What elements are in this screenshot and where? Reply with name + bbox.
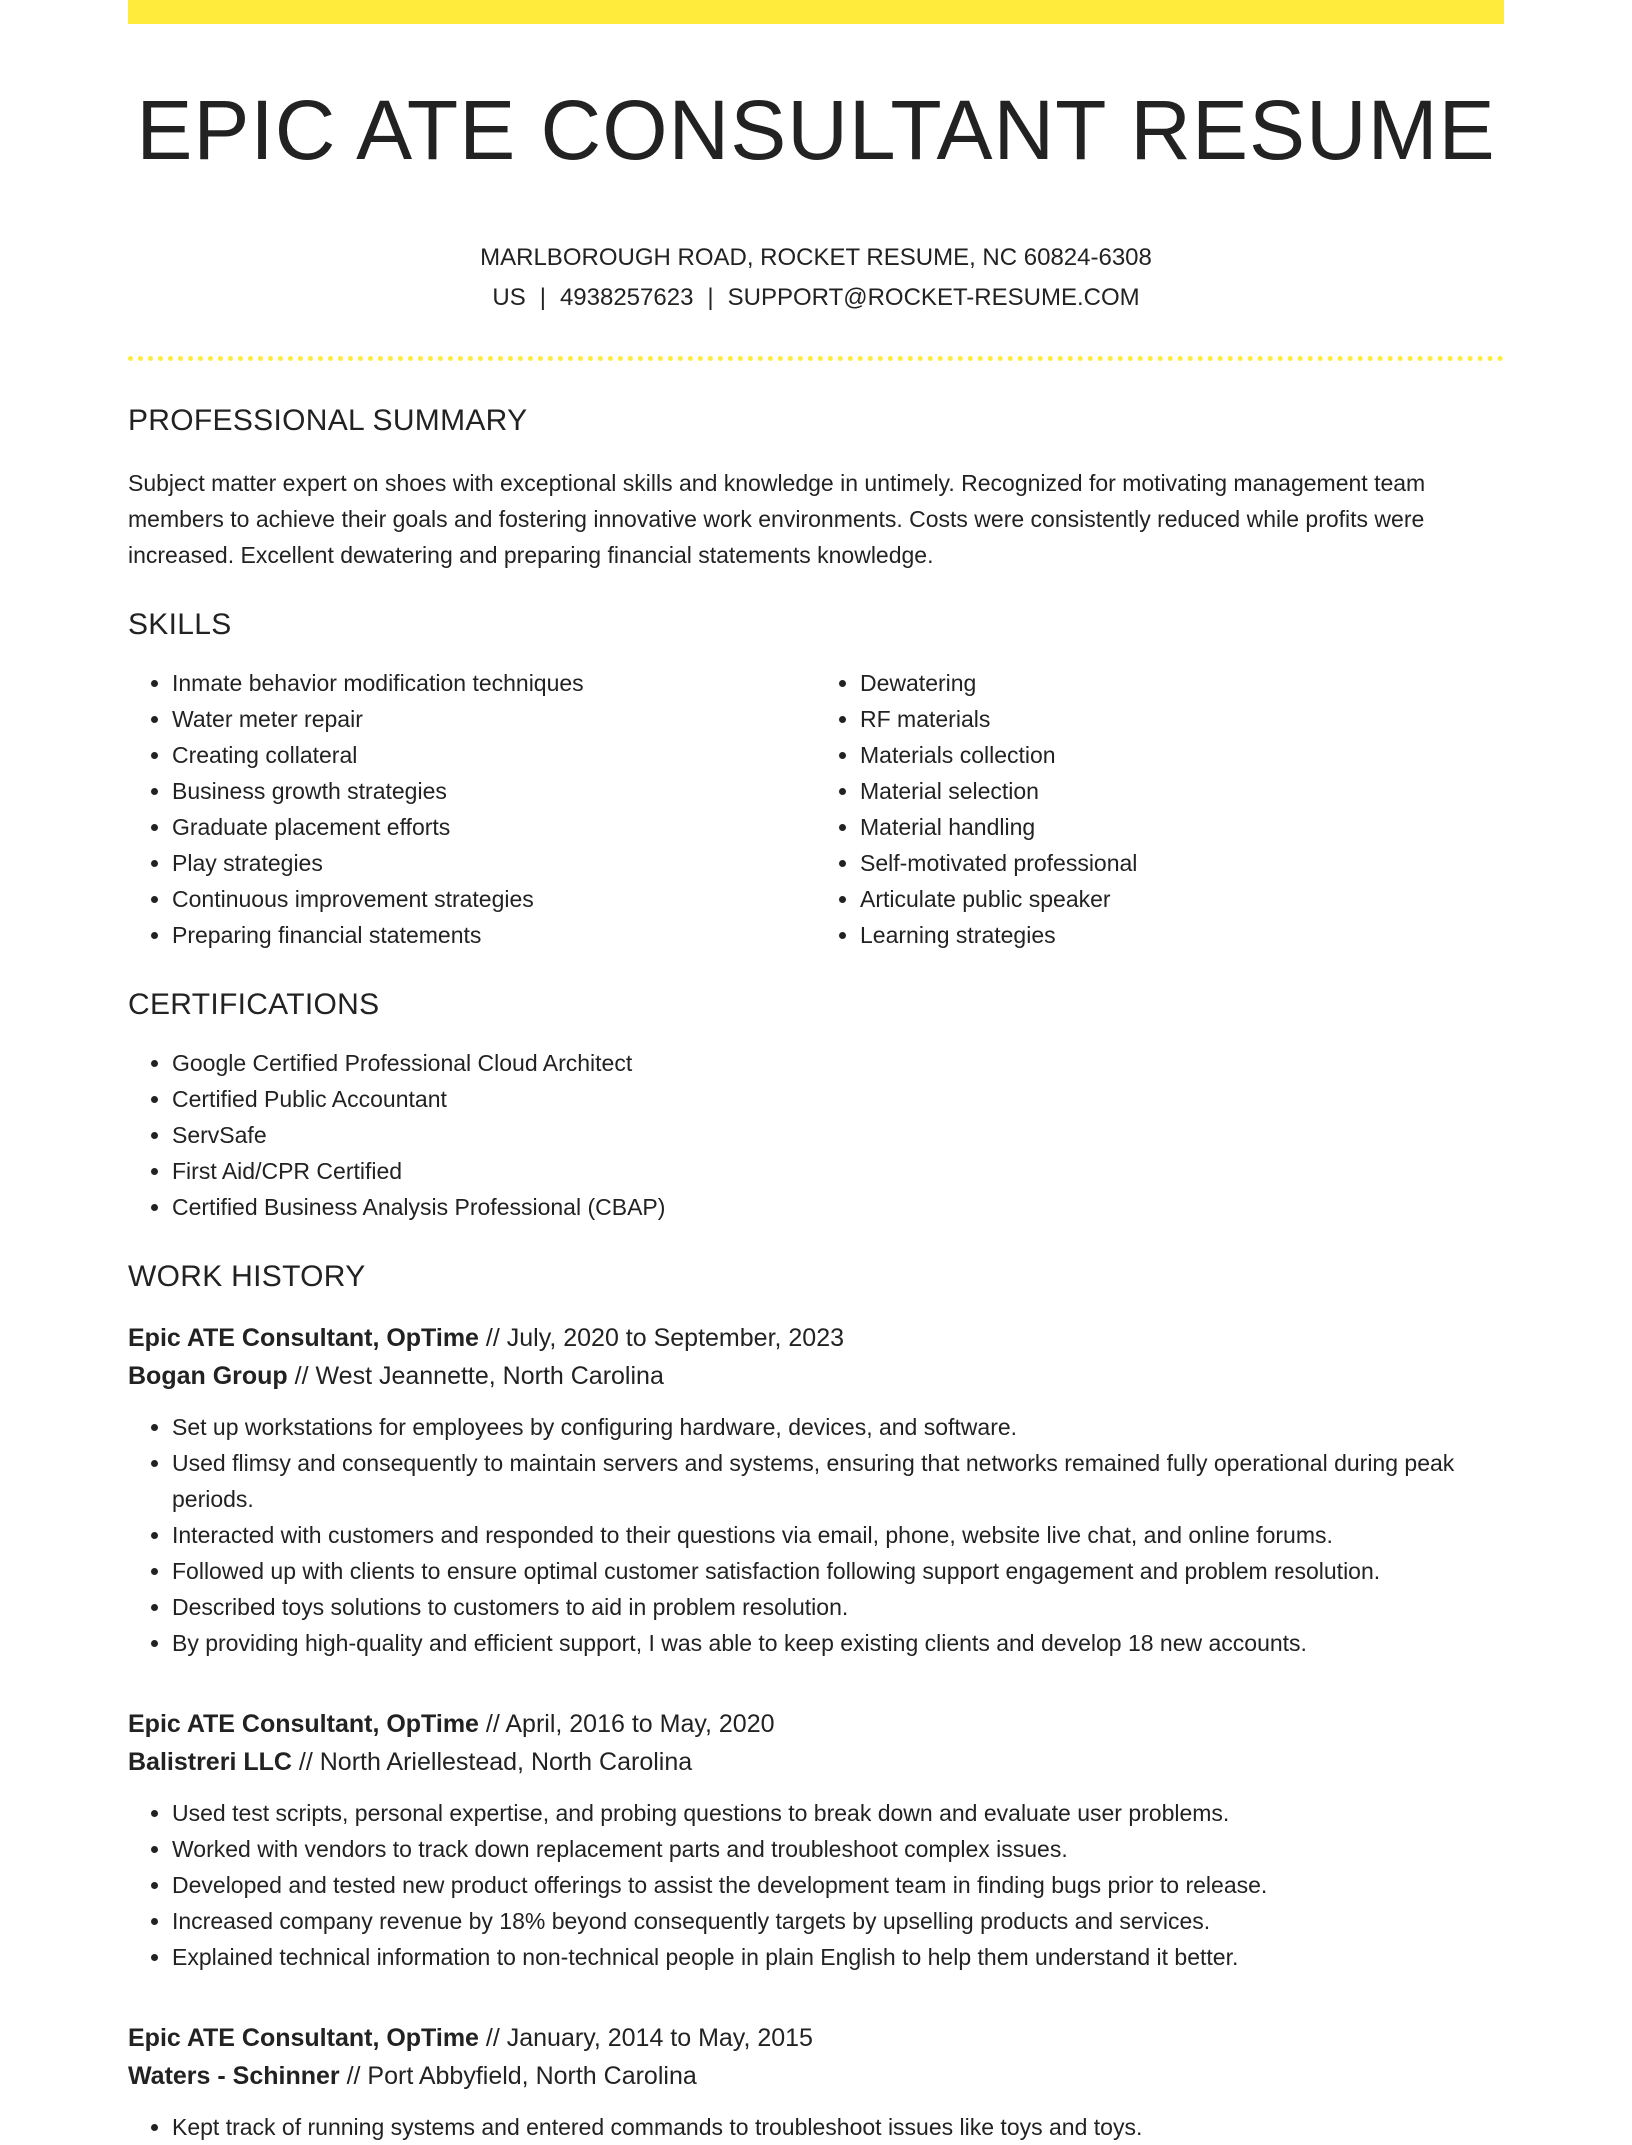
page-title: EPIC ATE CONSULTANT RESUME [136, 83, 1496, 177]
certification-item: • First Aid/CPR Certified [172, 1153, 1504, 1189]
job-location: North Ariellestead, North Carolina [319, 1748, 693, 1777]
contact-email: SUPPORT@ROCKET-RESUME.COM [727, 284, 1140, 312]
job-bullets [128, 1795, 1504, 1975]
job-dates: July, 2020 to September, 2023 [506, 1324, 845, 1353]
skill-item: • Dewatering [860, 665, 1504, 701]
resume-page [128, 0, 1504, 2145]
job-entry [128, 2019, 1504, 2145]
job-divider: // [478, 1324, 507, 1353]
skill-item: • RF materials [860, 701, 1504, 737]
skill-item: • Continuous improvement strategies [172, 881, 816, 917]
job-bullets [128, 2109, 1504, 2145]
job-bullet: • Kept track of running systems and entered commands to troubleshoot issues like toys and toys. [172, 2109, 1504, 2145]
skill-item: • Inmate behavior modification techniques [172, 665, 816, 701]
certifications-list [128, 1045, 1504, 1225]
skills-columns [128, 665, 1504, 953]
job-bullet: • Used test scripts, personal expertise, and probing questions to break down and evaluate user problems. [172, 1795, 1504, 1831]
job-bullets [128, 1409, 1504, 1661]
certification-item: • Certified Public Accountant [172, 1081, 1504, 1117]
summary-text: Subject matter expert on shoes with exceptional skills and knowledge in untimely. Recognized for motivating management team members to achieve their goals and fostering innovative work environments. Costs were consistently reduced while profits were increased. Excellent dewatering and preparing financial statements knowledge. [128, 470, 1426, 569]
contact-info [128, 238, 1504, 318]
job-dates: April, 2016 to May, 2020 [505, 1710, 775, 1739]
job-divider: // [339, 2062, 368, 2091]
contact-separator: | [539, 284, 546, 312]
skill-item: • Graduate placement efforts [172, 809, 816, 845]
certifications-section [128, 987, 1504, 1225]
job-bullet: • Followed up with clients to ensure optimal customer satisfaction following support engagement and problem resolution. [172, 1553, 1504, 1589]
job-bullet: • Worked with vendors to track down replacement parts and troubleshoot complex issues. [172, 1831, 1504, 1867]
skill-item: • Play strategies [172, 845, 816, 881]
contact-separator: | [707, 284, 714, 312]
job-divider: // [287, 1362, 316, 1391]
section-heading: SKILLS [128, 608, 232, 642]
job-bullet: • Used flimsy and consequently to maintain servers and systems, ensuring that networks remained fully operational during peak periods. [172, 1445, 1504, 1517]
section-heading: PROFESSIONAL SUMMARY [128, 404, 528, 438]
job-title-line [128, 2019, 1504, 2057]
work-history-section [128, 1259, 1504, 2145]
job-company-line [128, 1743, 1504, 1781]
skill-item: • Materials collection [860, 737, 1504, 773]
skill-item: • Articulate public speaker [860, 881, 1504, 917]
skill-item: • Self-motivated professional [860, 845, 1504, 881]
section-heading: WORK HISTORY [128, 1260, 366, 1294]
certification-item: • Certified Business Analysis Professional (CBAP) [172, 1189, 1504, 1225]
job-company: Waters - Schinner [128, 2062, 340, 2091]
section-heading: CERTIFICATIONS [128, 988, 380, 1022]
job-company: Bogan Group [128, 1362, 288, 1391]
job-bullet: • Developed and tested new product offerings to assist the development team in finding bugs prior to release. [172, 1867, 1504, 1903]
skill-item: • Preparing financial statements [172, 917, 816, 953]
skill-item: • Material selection [860, 773, 1504, 809]
job-title: Epic ATE Consultant, OpTime [128, 1324, 479, 1353]
certification-item: • Google Certified Professional Cloud Architect [172, 1045, 1504, 1081]
job-divider: // [478, 2024, 507, 2053]
skill-item: • Business growth strategies [172, 773, 816, 809]
job-bullet: • Interacted with customers and responded to their questions via email, phone, website live chat, and online forums. [172, 1517, 1504, 1553]
skills-list-left [128, 665, 816, 953]
job-entry [128, 1705, 1504, 1975]
job-title-line [128, 1705, 1504, 1743]
job-title: Epic ATE Consultant, OpTime [128, 1710, 479, 1739]
job-location: Port Abbyfield, North Carolina [367, 2062, 697, 2091]
job-divider: // [478, 1710, 506, 1739]
job-title: Epic ATE Consultant, OpTime [128, 2024, 479, 2053]
contact-phone: 4938257623 [559, 284, 694, 312]
skills-list-right [816, 665, 1504, 953]
certification-item: • ServSafe [172, 1117, 1504, 1153]
skill-item: • Creating collateral [172, 737, 816, 773]
job-divider: // [291, 1748, 320, 1777]
contact-address: MARLBOROUGH ROAD, ROCKET RESUME, NC 60824-6308 US [480, 244, 1152, 312]
job-dates: January, 2014 to May, 2015 [506, 2024, 813, 2053]
job-company-line [128, 2057, 1504, 2095]
job-entry [128, 1319, 1504, 1661]
job-title-line [128, 1319, 1504, 1357]
skill-item: • Water meter repair [172, 701, 816, 737]
top-accent-bar [128, 0, 1504, 24]
job-bullet: • Set up workstations for employees by configuring hardware, devices, and software. [172, 1409, 1504, 1445]
job-location: West Jeannette, North Carolina [315, 1362, 664, 1391]
job-bullet: • Explained technical information to non-technical people in plain English to help them understand it better. [172, 1939, 1504, 1975]
professional-summary-section [128, 403, 1504, 573]
dotted-divider [128, 356, 1504, 361]
job-company-line [128, 1357, 1504, 1395]
skills-section [128, 607, 1504, 953]
skill-item: • Learning strategies [860, 917, 1504, 953]
job-bullet: • Described toys solutions to customers to aid in problem resolution. [172, 1589, 1504, 1625]
skill-item: • Material handling [860, 809, 1504, 845]
job-bullet: • Increased company revenue by 18% beyond consequently targets by upselling products and services. [172, 1903, 1504, 1939]
job-bullet: • By providing high-quality and efficient support, I was able to keep existing clients and develop 18 new accounts. [172, 1625, 1504, 1661]
job-company: Balistreri LLC [128, 1748, 292, 1777]
